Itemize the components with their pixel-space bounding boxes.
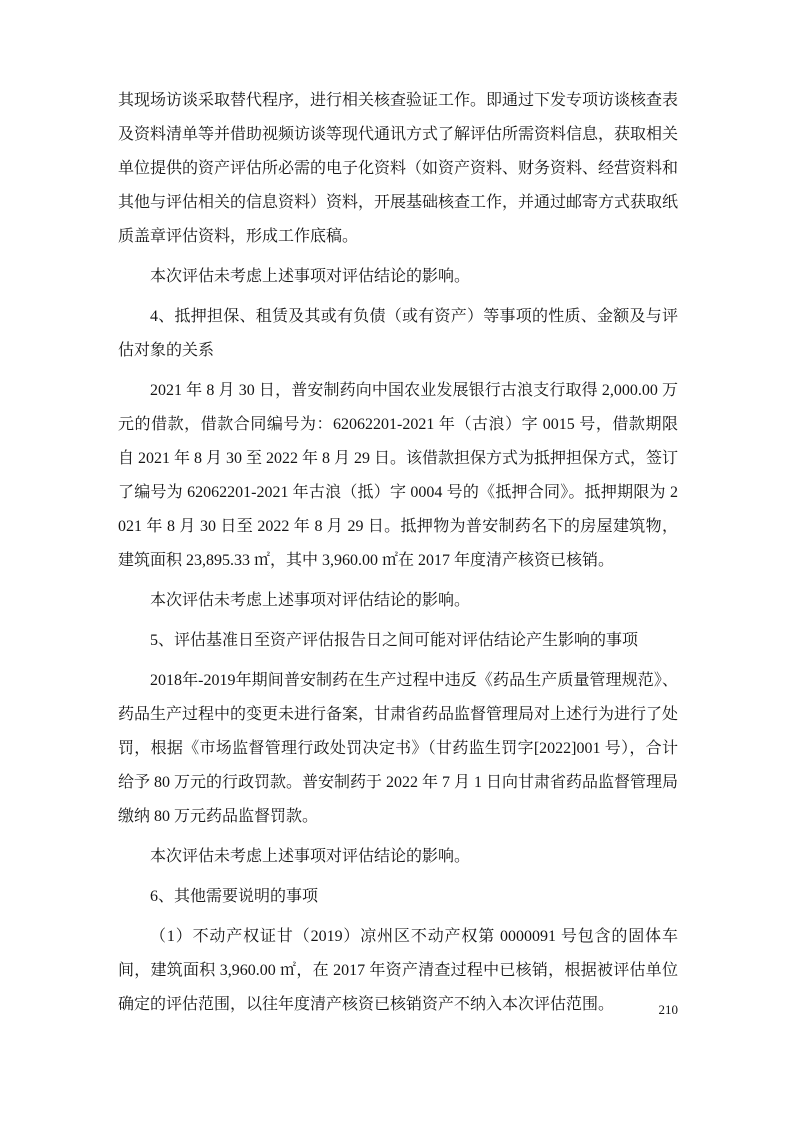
section-heading-5: 5、评估基准日至资产评估报告日之间可能对评估结论产生影响的事项 (150, 632, 639, 649)
document-body (118, 84, 678, 1028)
paragraph-mortgage-loan: 2021 年 8 月 30 日，普安制药向中国农业发展银行古浪支行取得 2,000.00 万元的借款，借款合同编号为：62062201-2021 年（古浪）字 0015 号，借款期限自 2021 年 8 月 30 至 2022 年 8 月 29 日。该借款担保方式为抵押担保方式，签订了编号为 62062201-2021 年古浪（抵）字 0004 号的《抵押合同》。抵押期限为 2021 年 8 月 30 日至 2022 年 8 月 29 日。抵押物为普安制药名下的房屋建筑物，建筑面积 23,895.33 ㎡，其中 3,960.00 ㎡在 2017 年度清产核资已核销。 (118, 382, 679, 569)
section-heading-6: 6、其他需要说明的事项 (150, 888, 319, 905)
paragraph-continuation: 其现场访谈采取替代程序，进行相关核查验证工作。即通过下发专项访谈核查表及资料清单等并借助视频访谈等现代通讯方式了解评估所需资料信息，获取相关单位提供的资产评估所必需的电子化资料（如资产资料、财务资料、经营资料和其他与评估相关的信息资料）资料，开展基础核查工作，并通过邮寄方式获取纸质盖章评估资料，形成工作底稿。 (118, 92, 679, 245)
paragraph-no-impact-note-3: 本次评估未考虑上述事项对评估结论的影响。 (150, 848, 471, 865)
paragraph-no-impact-note-2: 本次评估未考虑上述事项对评估结论的影响。 (150, 592, 471, 609)
paragraph-property-writeoff: （1）不动产权证甘（2019）凉州区不动产权第 0000091 号包含的固体车间，建筑面积 3,960.00 ㎡，在 2017 年资产清查过程中已核销，根据被评估单位确定的评估范围，以往年度清产核资已核销资产不纳入本次评估范围。 (118, 928, 678, 1013)
paragraph-penalty: 2018年-2019年期间普安制药在生产过程中违反《药品生产质量管理规范》、药品生产过程中的变更未进行备案，甘肃省药品监督管理局对上述行为进行了处罚，根据《市场监督管理行政处罚决定书》（甘药监生罚字[2022]001 号），合计给予 80 万元的行政罚款。普安制药于 2022 年 7 月 1 日向甘肃省药品监督管理局缴纳 80 万元药品监督罚款。 (118, 672, 679, 825)
paragraph-no-impact-note-1: 本次评估未考虑上述事项对评估结论的影响。 (150, 268, 471, 285)
section-heading-4: 4、抵押担保、租赁及其或有负债（或有资产）等事项的性质、金额及与评估对象的关系 (118, 308, 678, 359)
page-number: 210 (658, 1002, 678, 1017)
